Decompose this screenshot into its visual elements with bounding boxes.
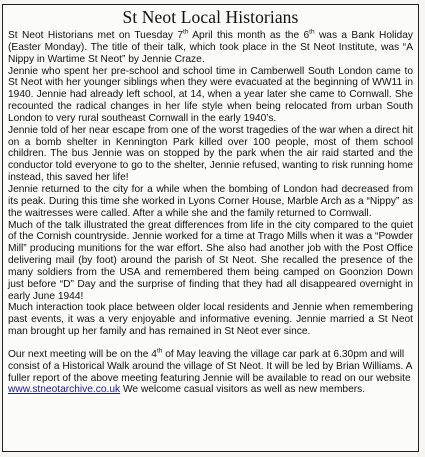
article-title: St Neot Local Historians xyxy=(122,7,299,27)
paragraph-lyons-nippy: Jennie returned to the city for a while when the bombing of London had decreased from its peak. During this time she worked in Lyons Corner House, Marble Arch as a “Nippy” as the waitresses were called. After a while she and the family returned to Cornwall. xyxy=(8,183,413,219)
article-box xyxy=(2,4,419,452)
paragraph-next-meeting: Our next meeting will be on the 4th of May leaving the village car park at 6.30pm and will consist of a Historical Walk around the village of St Neot. It will be led by Brian Williams. A fuller report of the above meeting featuring Jennie will be available to read on our website www.stneotarchive.co.uk We welcome casual visitors as well as new members. xyxy=(8,347,412,396)
website-link[interactable]: www.stneotarchive.co.uk xyxy=(8,384,121,396)
paragraph-cornish-life: Much of the talk illustrated the great differences from life in the city compared to the quiet of the Cornish countryside. Jennie worked for a time at Trago Mills when it was a “Powder Mill” producing munitions for the war effort. She also had another job with the Post Office delivering mail (by foot) around the parish of St Neot. She recalled the presence of the many soldiers from the USA and remembered them being camped on Goonzion Down just before “D” Day and the surprise of finding that they had all disappeared overnight in early June 1944! xyxy=(8,219,413,302)
paragraph-evacuation: Jennie who spent her pre-school and school time in Camberwell South London came to St Neot with her younger siblings when they were evacuated at the beginning of WW11 in 1940. Jennie had already left school, at 14, when a year later she came to Cornwall. She recounted the radical changes in her life style when being relocated from urban South London to very rural southeast Cornwall in the early 1940’s. xyxy=(8,65,413,124)
paragraph-meeting-intro: St Neot Historians met on Tuesday 7th April this month as the 6th was a Bank Holiday (Easter Monday). The title of their talk, which took place in the St Neot Institute, was “A Nippy in Wartime St Neot” by Jennie Craze. xyxy=(8,28,413,65)
paragraph-interaction: Much interaction took place between older local residents and Jennie when remembering past events, it was a very enjoyable and informative evening. Jennie married a St Neot man brought up her family and has remained in St Neot ever since. xyxy=(8,302,413,338)
paragraph-bomb-shelter: Jennie told of her near escape from one of the worst tragedies of the war when a direct hit on a bomb shelter in Kennington Park killed over 100 people, most of them school children. The bus Jennie was on stopped by the park when the air raid started and the conductor told everyone to go to the shelter, Jennie refused, wanting to risk running home instead, this saved her life! xyxy=(8,124,413,184)
article-body xyxy=(8,30,413,396)
